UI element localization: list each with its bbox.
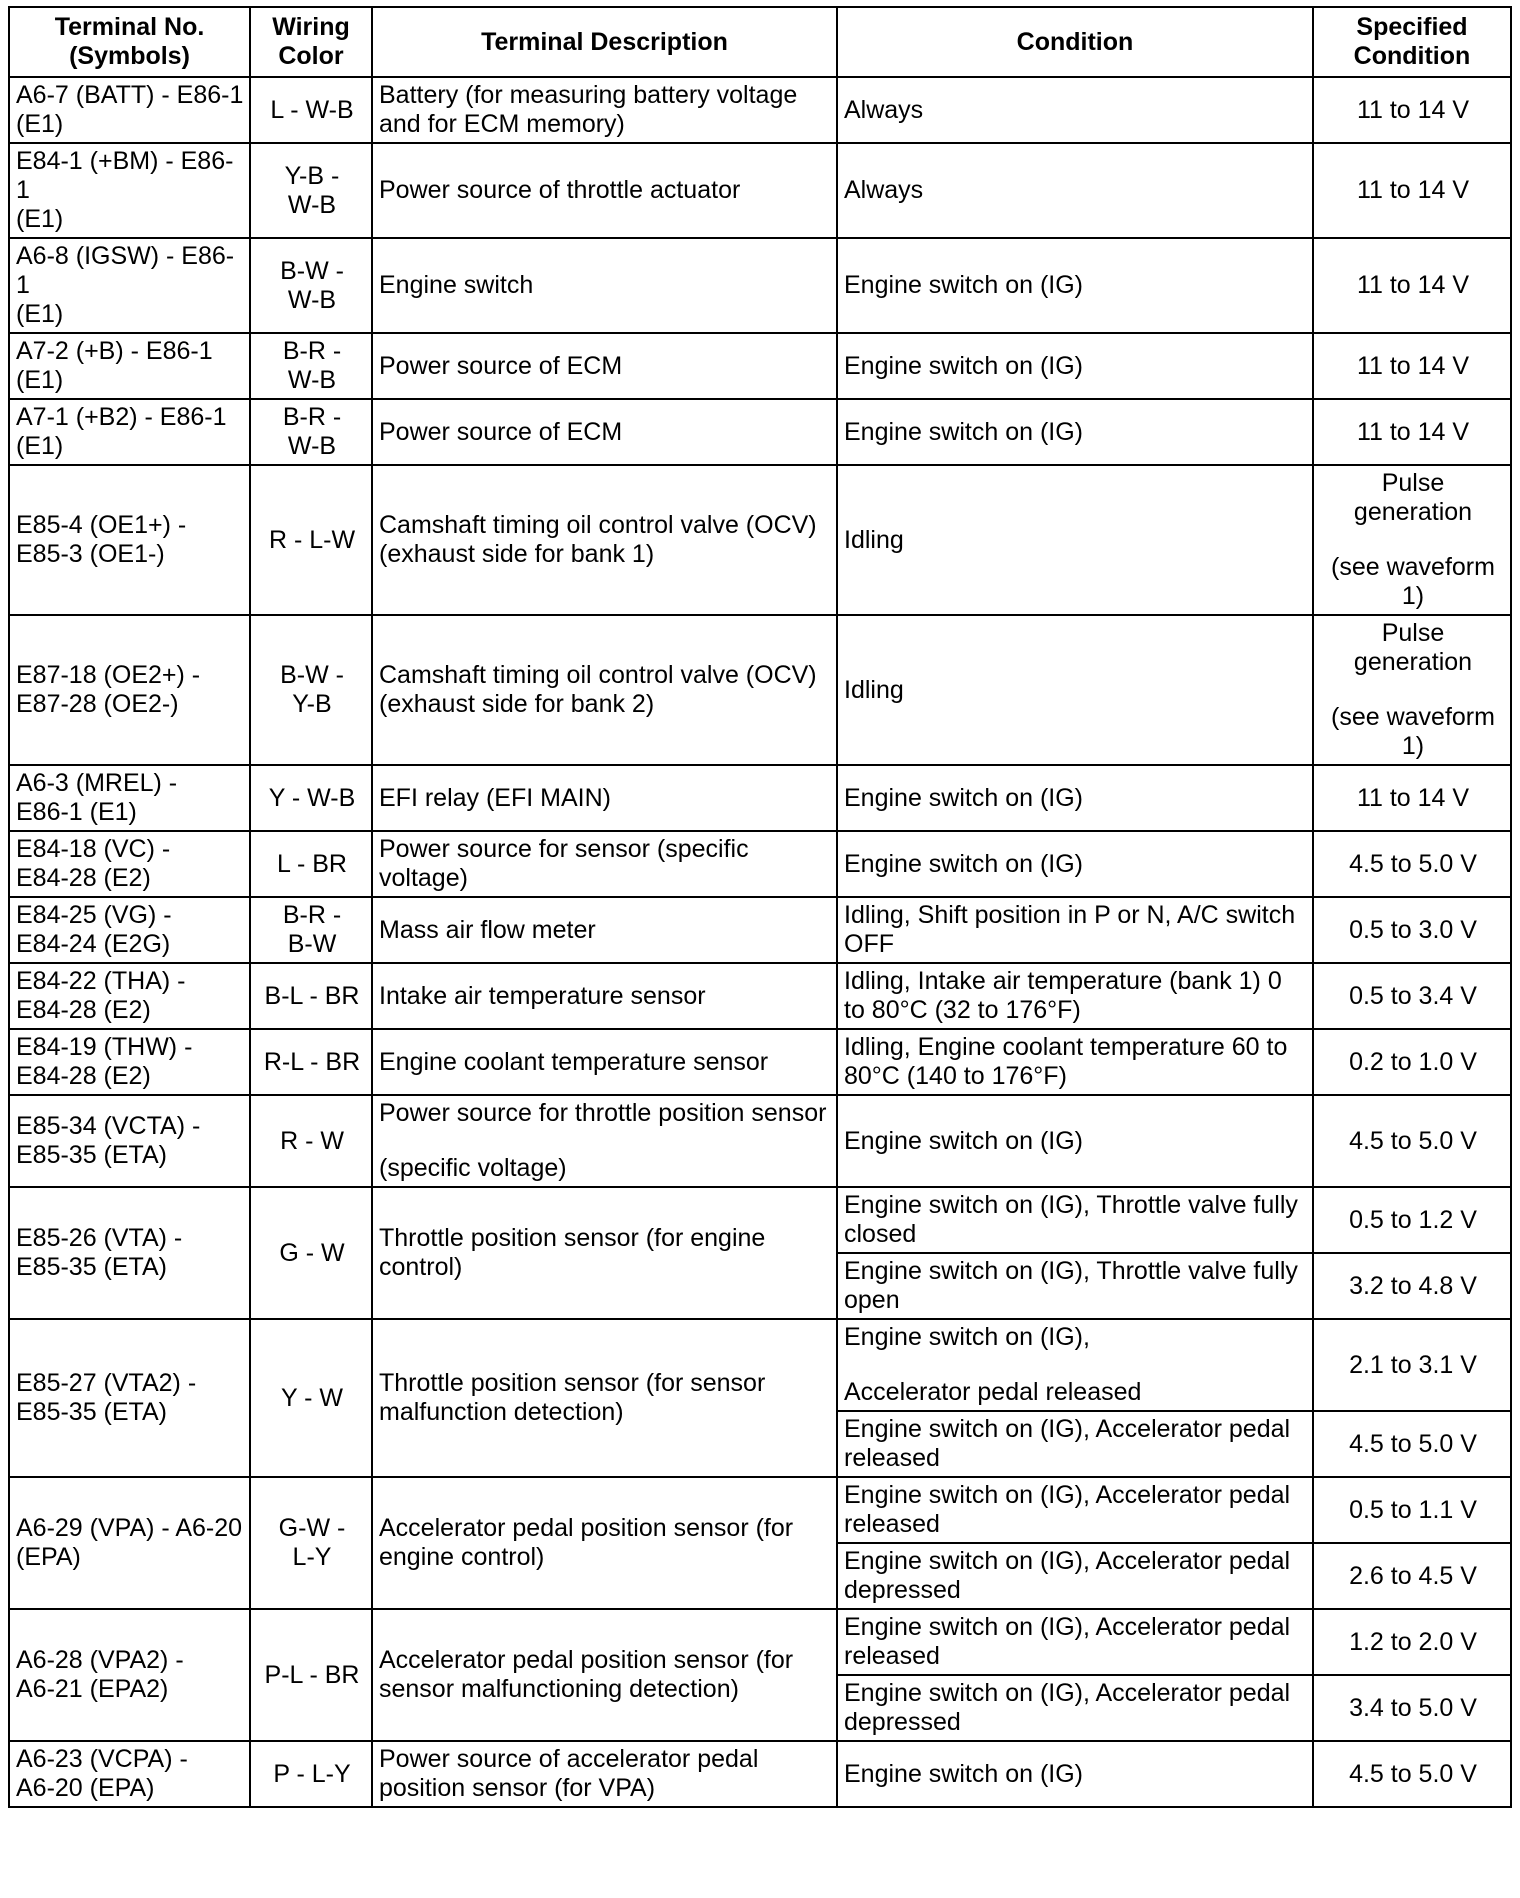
condition-line: Engine switch on (IG)	[844, 417, 1083, 446]
specified-line: 4.5 to 5.0 V	[1349, 1429, 1477, 1458]
description-line: Camshaft timing oil control valve (OCV)	[379, 661, 817, 689]
terminal-cell	[9, 1029, 250, 1095]
specified-line: 4.5 to 5.0 V	[1349, 1126, 1477, 1155]
specified-line: 0.2 to 1.0 V	[1349, 1047, 1477, 1076]
table-row	[9, 1187, 1511, 1253]
specified-line: Pulse	[1381, 619, 1445, 647]
terminal-line: E85-35 (ETA)	[16, 1141, 167, 1169]
description-line: engine control)	[379, 1543, 545, 1571]
specified-line: 4.5 to 5.0 V	[1349, 849, 1477, 878]
description-cell	[372, 399, 837, 465]
terminal-cell	[9, 765, 250, 831]
wiring-line: Y-B	[292, 690, 332, 718]
condition-cell	[837, 1543, 1313, 1609]
specified-line: 1)	[1401, 732, 1425, 760]
condition-cell	[837, 1187, 1313, 1253]
description-cell	[372, 831, 837, 897]
condition-cell	[837, 143, 1313, 238]
specified-condition-cell	[1313, 143, 1511, 238]
description-cell	[372, 1609, 837, 1741]
terminal-cell	[9, 897, 250, 963]
wiring-line: B-W -	[280, 661, 344, 689]
specified-line: 2.6 to 4.5 V	[1349, 1561, 1477, 1590]
description-line: Throttle position sensor (for engine	[379, 1224, 766, 1252]
wiring-color-cell	[250, 615, 372, 765]
description-cell	[372, 1477, 837, 1609]
terminal-line: E84-19 (THW) -	[16, 1033, 193, 1061]
condition-line: released	[844, 1510, 940, 1538]
wiring-line: G - W	[279, 1238, 345, 1267]
condition-cell	[837, 615, 1313, 765]
specified-line: 0.5 to 3.0 V	[1349, 915, 1477, 944]
terminal-line: (EPA)	[16, 1543, 81, 1571]
terminal-line: (E1)	[16, 432, 64, 460]
specified-line: (see waveform	[1331, 553, 1495, 581]
wiring-line: W-B	[287, 366, 337, 394]
description-line: Accelerator pedal position sensor (for	[379, 1646, 794, 1674]
specified-line	[1320, 527, 1506, 553]
wiring-color-cell	[250, 238, 372, 333]
condition-line: Engine switch on (IG), Accelerator pedal	[844, 1415, 1291, 1443]
condition-line	[844, 1352, 1308, 1378]
terminal-cell	[9, 143, 250, 238]
description-line: control)	[379, 1253, 463, 1281]
condition-cell	[837, 1411, 1313, 1477]
condition-line: Engine switch on (IG), Accelerator pedal	[844, 1613, 1291, 1641]
description-line: Power source of throttle actuator	[379, 176, 741, 204]
terminal-line: A6-8 (IGSW) - E86-1	[16, 242, 235, 299]
terminal-line: E84-28 (E2)	[16, 1062, 151, 1090]
wiring-line: R-L - BR	[263, 1047, 361, 1076]
description-line: Power source of ECM	[379, 417, 623, 446]
wiring-line: W-B	[287, 285, 337, 314]
table-row	[9, 399, 1511, 465]
wiring-color-cell	[250, 1609, 372, 1741]
condition-line: Idling, Intake air temperature (bank 1) 0	[844, 967, 1282, 995]
condition-line: Engine switch on (IG),	[844, 1323, 1090, 1351]
description-cell	[372, 963, 837, 1029]
specified-condition-cell	[1313, 1187, 1511, 1253]
specified-line: 11 to 14 V	[1356, 271, 1470, 299]
terminal-spec-page	[8, 6, 1510, 1808]
specified-line: 3.2 to 4.8 V	[1349, 1271, 1477, 1300]
description-line: Power source for throttle position sensor	[379, 1099, 827, 1127]
wiring-color-cell	[250, 1095, 372, 1187]
wiring-line: G-W -	[278, 1514, 346, 1542]
specified-line: 11 to 14 V	[1356, 417, 1470, 446]
description-cell	[372, 1187, 837, 1319]
condition-line: Engine switch on (IG)	[844, 1759, 1083, 1788]
description-line: Engine switch	[379, 271, 534, 299]
wiring-line: Y - W	[280, 1383, 344, 1412]
description-line: Engine coolant temperature sensor	[379, 1047, 769, 1076]
table-row	[9, 238, 1511, 333]
terminal-line: E87-18 (OE2+) -	[16, 661, 201, 689]
condition-line: depressed	[844, 1708, 961, 1736]
condition-line: Idling, Shift position in P or N, A/C switch	[844, 901, 1296, 929]
terminal-line: A7-1 (+B2) - E86-1	[16, 403, 227, 431]
wiring-color-cell	[250, 963, 372, 1029]
terminal-cell	[9, 333, 250, 399]
condition-cell	[837, 963, 1313, 1029]
table-row	[9, 1319, 1511, 1411]
condition-cell	[837, 897, 1313, 963]
condition-cell	[837, 831, 1313, 897]
header-terminal: Terminal No. (Symbols)	[9, 7, 250, 77]
specified-condition-cell	[1313, 1675, 1511, 1741]
condition-cell	[837, 333, 1313, 399]
wiring-color-cell	[250, 333, 372, 399]
description-line: EFI relay (EFI MAIN)	[379, 783, 611, 812]
terminal-line: E85-27 (VTA2) -	[16, 1369, 197, 1397]
terminal-line: A6-21 (EPA2)	[16, 1675, 169, 1703]
condition-line: Engine switch on (IG), Throttle valve fully	[844, 1257, 1298, 1285]
description-line: Power source of ECM	[379, 351, 623, 380]
condition-line: closed	[844, 1220, 917, 1248]
wiring-line: L - W-B	[270, 95, 354, 124]
condition-line: Engine switch on (IG), Accelerator pedal	[844, 1481, 1291, 1509]
description-line: position sensor (for VPA)	[379, 1774, 656, 1802]
terminal-line: E85-26 (VTA) -	[16, 1224, 183, 1252]
terminal-line: E84-24 (E2G)	[16, 930, 171, 958]
terminal-cell	[9, 1477, 250, 1609]
terminal-line: E84-18 (VC) -	[16, 835, 171, 863]
terminal-line: A6-29 (VPA) - A6-20	[16, 1514, 243, 1542]
description-cell	[372, 143, 837, 238]
terminal-line: E84-1 (+BM) - E86-1	[16, 147, 234, 204]
description-line: Power source for sensor (specific	[379, 835, 749, 863]
wiring-color-cell	[250, 831, 372, 897]
table-row	[9, 1477, 1511, 1543]
specified-condition-cell	[1313, 615, 1511, 765]
specified-condition-cell	[1313, 1095, 1511, 1187]
specified-line: 2.1 to 3.1 V	[1349, 1350, 1477, 1379]
description-line: Intake air temperature sensor	[379, 981, 706, 1010]
description-cell	[372, 1319, 837, 1477]
description-cell	[372, 238, 837, 333]
condition-cell	[837, 1095, 1313, 1187]
condition-line: Idling, Engine coolant temperature 60 to	[844, 1033, 1288, 1061]
condition-line: Always	[844, 95, 924, 124]
terminal-cell	[9, 1609, 250, 1741]
condition-line: Engine switch on (IG), Throttle valve fully	[844, 1191, 1298, 1219]
description-line: malfunction detection)	[379, 1398, 624, 1426]
terminal-line: A7-2 (+B) - E86-1	[16, 337, 213, 365]
description-cell	[372, 765, 837, 831]
condition-line: released	[844, 1642, 940, 1670]
specified-condition-cell	[1313, 831, 1511, 897]
wiring-color-cell	[250, 765, 372, 831]
table-row	[9, 765, 1511, 831]
condition-cell	[837, 1253, 1313, 1319]
terminal-cell	[9, 77, 250, 143]
condition-cell	[837, 238, 1313, 333]
condition-cell	[837, 399, 1313, 465]
terminal-line: A6-28 (VPA2) -	[16, 1646, 184, 1674]
specified-line: 3.4 to 5.0 V	[1349, 1693, 1477, 1722]
description-line: Accelerator pedal position sensor (for	[379, 1514, 794, 1542]
specified-condition-cell	[1313, 1543, 1511, 1609]
table-body	[9, 77, 1511, 1807]
condition-cell	[837, 1319, 1313, 1411]
terminal-cell	[9, 831, 250, 897]
specified-line: 0.5 to 1.1 V	[1349, 1495, 1477, 1524]
specified-condition-cell	[1313, 963, 1511, 1029]
condition-line: 80°C (140 to 176°F)	[844, 1062, 1067, 1090]
specified-condition-cell	[1313, 765, 1511, 831]
table-row	[9, 831, 1511, 897]
description-cell	[372, 1029, 837, 1095]
table-row	[9, 1609, 1511, 1675]
terminal-cell	[9, 1319, 250, 1477]
condition-line: Idling	[844, 525, 904, 554]
condition-line: Always	[844, 176, 924, 204]
terminal-line: A6-20 (EPA)	[16, 1774, 155, 1802]
wiring-line: B-R -	[282, 337, 342, 365]
condition-cell	[837, 1609, 1313, 1675]
description-cell	[372, 1095, 837, 1187]
table-row	[9, 465, 1511, 615]
terminal-line: (E1)	[16, 205, 64, 233]
wiring-line: L-Y	[292, 1543, 332, 1571]
header-wiring-color: Wiring Color	[250, 7, 372, 77]
wiring-color-cell	[250, 1477, 372, 1609]
condition-line: Engine switch on (IG)	[844, 271, 1083, 299]
wiring-color-cell	[250, 77, 372, 143]
terminal-line: E84-22 (THA) -	[16, 967, 186, 995]
specified-condition-cell	[1313, 77, 1511, 143]
wiring-line: B-R -	[282, 403, 342, 431]
specified-line: Pulse	[1381, 469, 1445, 497]
condition-line: Idling	[844, 675, 904, 704]
wiring-line: L - BR	[277, 849, 347, 878]
description-cell	[372, 77, 837, 143]
condition-line: Engine switch on (IG)	[844, 1126, 1083, 1155]
wiring-color-cell	[250, 465, 372, 615]
terminal-line: E86-1 (E1)	[16, 798, 137, 826]
description-line: Battery (for measuring battery voltage	[379, 81, 798, 109]
condition-cell	[837, 77, 1313, 143]
specified-line: 11 to 14 V	[1356, 176, 1470, 204]
wiring-line: W-B	[287, 432, 337, 460]
condition-cell	[837, 1675, 1313, 1741]
terminal-line: (E1)	[16, 366, 64, 394]
specified-line: 1)	[1401, 582, 1425, 610]
condition-line: Accelerator pedal released	[844, 1378, 1142, 1406]
condition-line: released	[844, 1444, 940, 1472]
specified-line: 11 to 14 V	[1356, 95, 1470, 124]
specified-line: (see waveform	[1331, 703, 1495, 731]
specified-condition-cell	[1313, 1741, 1511, 1807]
table-row	[9, 615, 1511, 765]
terminal-line: E84-28 (E2)	[16, 996, 151, 1024]
wiring-line: Y-B -	[284, 161, 340, 190]
condition-line: Engine switch on (IG)	[844, 351, 1083, 380]
specified-line: generation	[1353, 648, 1473, 676]
terminal-line: (E1)	[16, 110, 64, 138]
specified-condition-cell	[1313, 399, 1511, 465]
condition-cell	[837, 765, 1313, 831]
condition-cell	[837, 1477, 1313, 1543]
terminal-line: E84-28 (E2)	[16, 864, 151, 892]
description-line: Mass air flow meter	[379, 915, 596, 944]
description-line: voltage)	[379, 864, 468, 892]
specified-condition-cell	[1313, 897, 1511, 963]
ecm-terminal-table	[8, 6, 1512, 1808]
wiring-color-cell	[250, 143, 372, 238]
wiring-color-cell	[250, 1187, 372, 1319]
wiring-line: B-W	[287, 930, 337, 958]
specified-condition-cell	[1313, 1411, 1511, 1477]
terminal-cell	[9, 238, 250, 333]
terminal-line: E85-34 (VCTA) -	[16, 1112, 201, 1140]
wiring-color-cell	[250, 1319, 372, 1477]
table-row	[9, 143, 1511, 238]
terminal-cell	[9, 399, 250, 465]
condition-line: OFF	[844, 930, 894, 958]
table-header-row	[9, 7, 1511, 77]
specified-line: 0.5 to 1.2 V	[1349, 1205, 1477, 1234]
description-cell	[372, 1741, 837, 1807]
table-row	[9, 333, 1511, 399]
specified-condition-cell	[1313, 1029, 1511, 1095]
condition-line: Engine switch on (IG)	[844, 849, 1083, 878]
description-line	[379, 1128, 832, 1154]
specified-condition-cell	[1313, 1477, 1511, 1543]
wiring-color-cell	[250, 897, 372, 963]
wiring-color-cell	[250, 1029, 372, 1095]
wiring-color-cell	[250, 1741, 372, 1807]
description-line: Throttle position sensor (for sensor	[379, 1369, 766, 1397]
description-cell	[372, 615, 837, 765]
terminal-line: E85-35 (ETA)	[16, 1253, 167, 1281]
specified-line: 4.5 to 5.0 V	[1349, 1759, 1477, 1788]
condition-cell	[837, 1029, 1313, 1095]
wiring-color-cell	[250, 399, 372, 465]
condition-line: Engine switch on (IG)	[844, 783, 1083, 812]
condition-line: to 80°C (32 to 176°F)	[844, 996, 1081, 1024]
terminal-line: E85-4 (OE1+) -	[16, 511, 187, 539]
terminal-cell	[9, 1095, 250, 1187]
description-line: Camshaft timing oil control valve (OCV)	[379, 511, 817, 539]
wiring-line: B-L - BR	[264, 981, 360, 1010]
description-line: sensor malfunctioning detection)	[379, 1675, 739, 1703]
condition-line: open	[844, 1286, 900, 1314]
wiring-line: B-R -	[282, 901, 342, 929]
header-terminal-description: Terminal Description	[372, 7, 837, 77]
terminal-line: (E1)	[16, 300, 64, 328]
specified-condition-cell	[1313, 465, 1511, 615]
terminal-cell	[9, 963, 250, 1029]
description-line: (exhaust side for bank 2)	[379, 690, 655, 718]
wiring-line: R - L-W	[268, 525, 356, 554]
specified-condition-cell	[1313, 333, 1511, 399]
terminal-line: E84-25 (VG) -	[16, 901, 172, 929]
wiring-line: B-W -	[280, 256, 344, 285]
table-row	[9, 1095, 1511, 1187]
header-condition: Condition	[837, 7, 1313, 77]
wiring-line: P - L-Y	[273, 1759, 351, 1788]
table-row	[9, 897, 1511, 963]
description-line: Power source of accelerator pedal	[379, 1745, 759, 1773]
specified-condition-cell	[1313, 1253, 1511, 1319]
specified-condition-cell	[1313, 1609, 1511, 1675]
terminal-line: E85-3 (OE1-)	[16, 540, 165, 568]
terminal-cell	[9, 1187, 250, 1319]
condition-cell	[837, 1741, 1313, 1807]
description-line: and for ECM memory)	[379, 110, 625, 138]
table-row	[9, 1741, 1511, 1807]
condition-line: Engine switch on (IG), Accelerator pedal	[844, 1679, 1291, 1707]
specified-line: 1.2 to 2.0 V	[1349, 1627, 1477, 1656]
wiring-line: W-B	[287, 190, 337, 219]
description-cell	[372, 333, 837, 399]
description-cell	[372, 465, 837, 615]
wiring-line: Y - W-B	[268, 783, 356, 812]
terminal-cell	[9, 465, 250, 615]
table-row	[9, 77, 1511, 143]
specified-line: generation	[1353, 498, 1473, 526]
specified-condition-cell	[1313, 238, 1511, 333]
specified-line	[1320, 677, 1506, 703]
description-line: (exhaust side for bank 1)	[379, 540, 655, 568]
condition-line: Engine switch on (IG), Accelerator pedal	[844, 1547, 1291, 1575]
specified-line: 11 to 14 V	[1356, 783, 1470, 812]
terminal-line: E85-35 (ETA)	[16, 1398, 167, 1426]
terminal-line: A6-23 (VCPA) -	[16, 1745, 188, 1773]
wiring-line: P-L - BR	[264, 1660, 360, 1689]
terminal-cell	[9, 615, 250, 765]
description-line: (specific voltage)	[379, 1154, 567, 1182]
description-cell	[372, 897, 837, 963]
header-specified-condition: Specified Condition	[1313, 7, 1511, 77]
terminal-line: A6-7 (BATT) - E86-1	[16, 81, 244, 109]
table-row	[9, 963, 1511, 1029]
specified-line: 0.5 to 3.4 V	[1349, 981, 1477, 1010]
table-row	[9, 1029, 1511, 1095]
condition-cell	[837, 465, 1313, 615]
condition-line: depressed	[844, 1576, 961, 1604]
terminal-cell	[9, 1741, 250, 1807]
specified-line: 11 to 14 V	[1356, 351, 1470, 380]
wiring-line: R - W	[280, 1126, 344, 1155]
terminal-line: A6-3 (MREL) -	[16, 769, 178, 797]
terminal-line: E87-28 (OE2-)	[16, 690, 179, 718]
specified-condition-cell	[1313, 1319, 1511, 1411]
